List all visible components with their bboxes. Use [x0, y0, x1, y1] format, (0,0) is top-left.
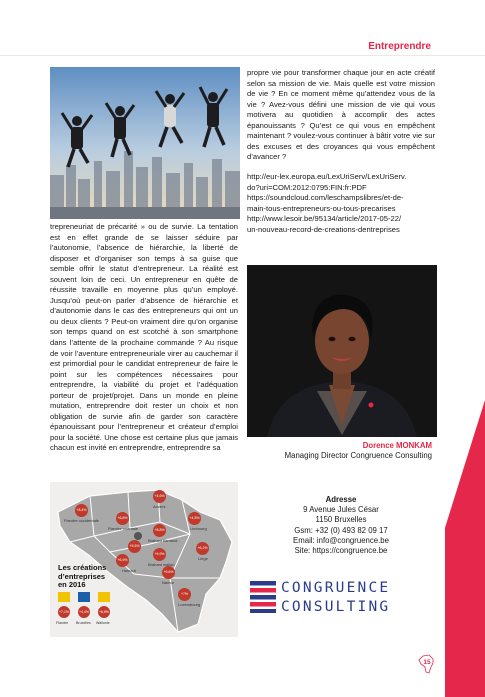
- reference-link-line[interactable]: un-nouveau-record-de-creations-dentreprises: [247, 224, 400, 234]
- growth-badge: +7%: [178, 588, 191, 601]
- brussels-flag-icon: [78, 592, 90, 602]
- region-badge: +6,5%: [98, 606, 110, 618]
- growth-badge: +9,9%: [153, 548, 166, 561]
- header-rule: [0, 55, 485, 56]
- growth-badge: +8,8%: [153, 524, 166, 537]
- map-title-line: Les créations: [58, 563, 107, 572]
- portrait-photo: [247, 265, 437, 437]
- belgium-map-infographic: [50, 482, 238, 637]
- growth-badge: +5,6%: [128, 540, 141, 553]
- business-people-photo: [50, 67, 240, 219]
- contact-heading: Adresse: [325, 495, 357, 504]
- province-label: Brabant wallon: [148, 562, 175, 567]
- province-label: Liège: [198, 556, 208, 561]
- growth-badge: +9,6%: [162, 566, 175, 579]
- map-title: [58, 564, 106, 590]
- growth-badge: +6,8%: [116, 512, 129, 525]
- province-label: Flandre occidentale: [64, 518, 99, 523]
- reference-link-line[interactable]: http://www.lesoir.be/95134/article/2017-05-22/: [247, 214, 402, 224]
- province-label: Hainaut: [122, 568, 136, 573]
- reference-link-line[interactable]: main-tous-entrepreneurs-ou-tous-precarises: [247, 203, 396, 213]
- contact-email[interactable]: Email: info@congruence.be: [293, 535, 389, 545]
- article-left-column: [50, 222, 238, 454]
- growth-badge: +6,9%: [116, 554, 129, 567]
- logo-line-1: CONGRUENCE: [281, 580, 391, 596]
- contact-city: 1150 Bruxelles: [315, 515, 367, 525]
- article-paragraph: trepreneuriat de précarité » ou de survie. La tentation est en effet grande de se laisser séduire par l’autonomie, l’absence de hiérarchie, la liberté de disposer et d’organiser son temps à sa guise que semble offrir le statut d’entrepreneur. La réalité est souvent loin de ceci. Un entrepreneur en quête de réussite travaille en moyenne plus qu’un employé. Jusqu’où peut-on parler d’absence de hiérarchie et d’autonomie dans le cas des entrepreneurs qui ont un ou deux clients ? Peut-on vraiment dire qu’on organise son temps quand on est scotché à son smartphone dans l’attente de la prochaine commande ? Au risque de voir l’aventure entrepreneuriale virer au cauchemar il est primordial pour le candidat entrepreneur de faire le point sur les compétences nécessaires pour entreprendre, la viabilité du projet et l’adéquation porteur de projet/projet. Dans un monde en pleine mutation, entreprendre doit rester un choix et non obligation de survie afin de garder son caractère épanouissant pour l’entrepreneur et créateur d’emploi pour la société. Une chose est certaine plus que jamais chacun est invité en entreprendre, entreprendre sa: [50, 222, 238, 453]
- contact-block: [247, 495, 435, 556]
- growth-badge: +6,2%: [196, 542, 209, 555]
- province-label: Namur: [162, 580, 175, 585]
- reference-links: [247, 172, 435, 235]
- section-title: Entreprendre: [368, 41, 431, 52]
- province-label: Brabant flamand: [148, 538, 178, 543]
- flanders-flag-icon: [58, 592, 70, 602]
- province-label: Limbourg: [190, 526, 207, 531]
- logo-line-2: CONSULTING: [281, 599, 391, 615]
- article-right-column: [247, 68, 435, 163]
- article-paragraph: propre vie pour transformer chaque jour en acte créatif selon sa mission de vie. Mais quelle est votre mission de vie ? En ce moment même qu’attendez vous de la vie ? Avez-vous défini une mission de vie qui vous motivera au quotidien à accomplir des actes épanouissants ? Qu’est ce qui vous en empêchent maintenant ? voulez-vous continuer à bâtir votre vie sur des excuses et des croyances qui vous empêchent d’avancer ?: [247, 68, 435, 162]
- map-title-line: en 2016: [58, 580, 86, 589]
- wallonia-flag-icon: [98, 592, 110, 602]
- province-label: Flandre orientale: [108, 526, 139, 531]
- province-label: Anvers: [153, 504, 166, 509]
- page-number: 15: [423, 659, 431, 666]
- contact-street: 9 Avenue Jules César: [303, 505, 379, 515]
- decorative-accent-stripe: [445, 400, 485, 697]
- portrait-name: Dorence MONKAM: [362, 441, 432, 450]
- region-badge: +7,1%: [58, 606, 70, 618]
- contact-website[interactable]: Site: https://congruence.be: [294, 546, 388, 556]
- reference-link-line[interactable]: https://soundcloud.com/leschampslibres/et-de-: [247, 193, 404, 203]
- congruence-consulting-logo: [247, 577, 437, 615]
- growth-badge: +8,4%: [75, 504, 88, 517]
- growth-badge: +4,6%: [153, 490, 166, 503]
- region-label: Wallonie: [96, 621, 110, 625]
- province-label: Luxembourg: [178, 602, 201, 607]
- region-badge: +4,4%: [78, 606, 90, 618]
- reference-link-line[interactable]: http://eur-lex.europa.eu/LexUriServ/LexUriServ.: [247, 172, 407, 181]
- map-title-line: d’entreprises: [58, 571, 106, 581]
- reference-link-line[interactable]: do?uri=COM:2012:0795:FIN:fr:PDF: [247, 182, 367, 192]
- growth-badge: +4,5%: [188, 512, 201, 525]
- contact-gsm: Gsm: +32 (0) 493 82 09 17: [294, 525, 388, 535]
- region-label: Flandre: [56, 621, 69, 625]
- portrait-role: Managing Director Congruence Consulting: [284, 451, 432, 460]
- region-label: Bruxelles: [76, 621, 91, 625]
